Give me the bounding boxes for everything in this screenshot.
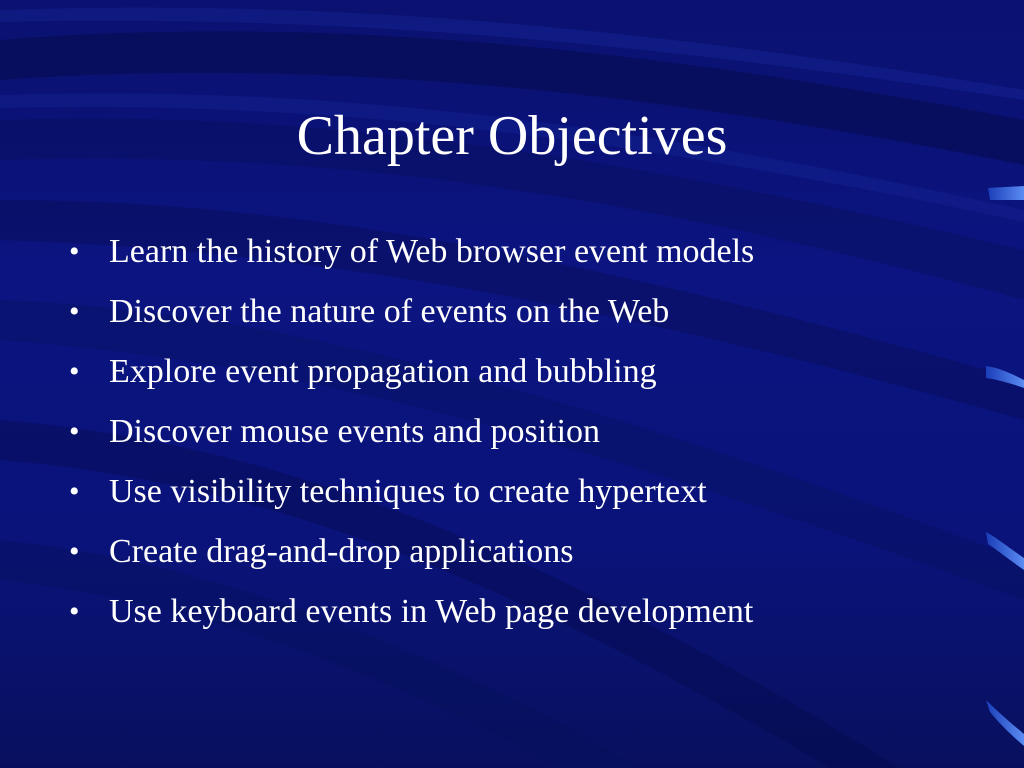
bullet-dot-icon: • — [69, 355, 80, 388]
bullet-text: Use visibility techniques to create hypertext — [109, 473, 707, 510]
bullet-dot-icon: • — [69, 415, 80, 448]
bullet-item — [0, 522, 960, 582]
bullet-dot-icon: • — [69, 295, 80, 328]
bullet-text: Learn the history of Web browser event models — [109, 233, 755, 270]
bullet-text: Discover the nature of events on the Web — [109, 293, 670, 330]
bullet-item — [0, 582, 960, 642]
bullet-dot-icon: • — [69, 235, 80, 268]
bullet-text: Explore event propagation and bubbling — [109, 353, 657, 390]
edge-tab-1 — [988, 186, 1024, 200]
bullet-item — [0, 282, 960, 342]
bullet-item — [0, 222, 960, 282]
bullet-item — [0, 462, 960, 522]
bullet-text: Create drag-and-drop applications — [109, 533, 574, 570]
slide-title: Chapter Objectives — [296, 105, 728, 167]
bullet-item — [0, 342, 960, 402]
bullet-text: Discover mouse events and position — [109, 413, 601, 450]
bullet-text: Use keyboard events in Web page development — [109, 593, 754, 630]
bullet-dot-icon: • — [69, 595, 80, 628]
bullet-item — [0, 402, 960, 462]
bullet-list — [0, 222, 960, 642]
bullet-dot-icon: • — [69, 535, 80, 568]
bullet-dot-icon: • — [69, 475, 80, 508]
edge-tab-4 — [986, 700, 1024, 746]
